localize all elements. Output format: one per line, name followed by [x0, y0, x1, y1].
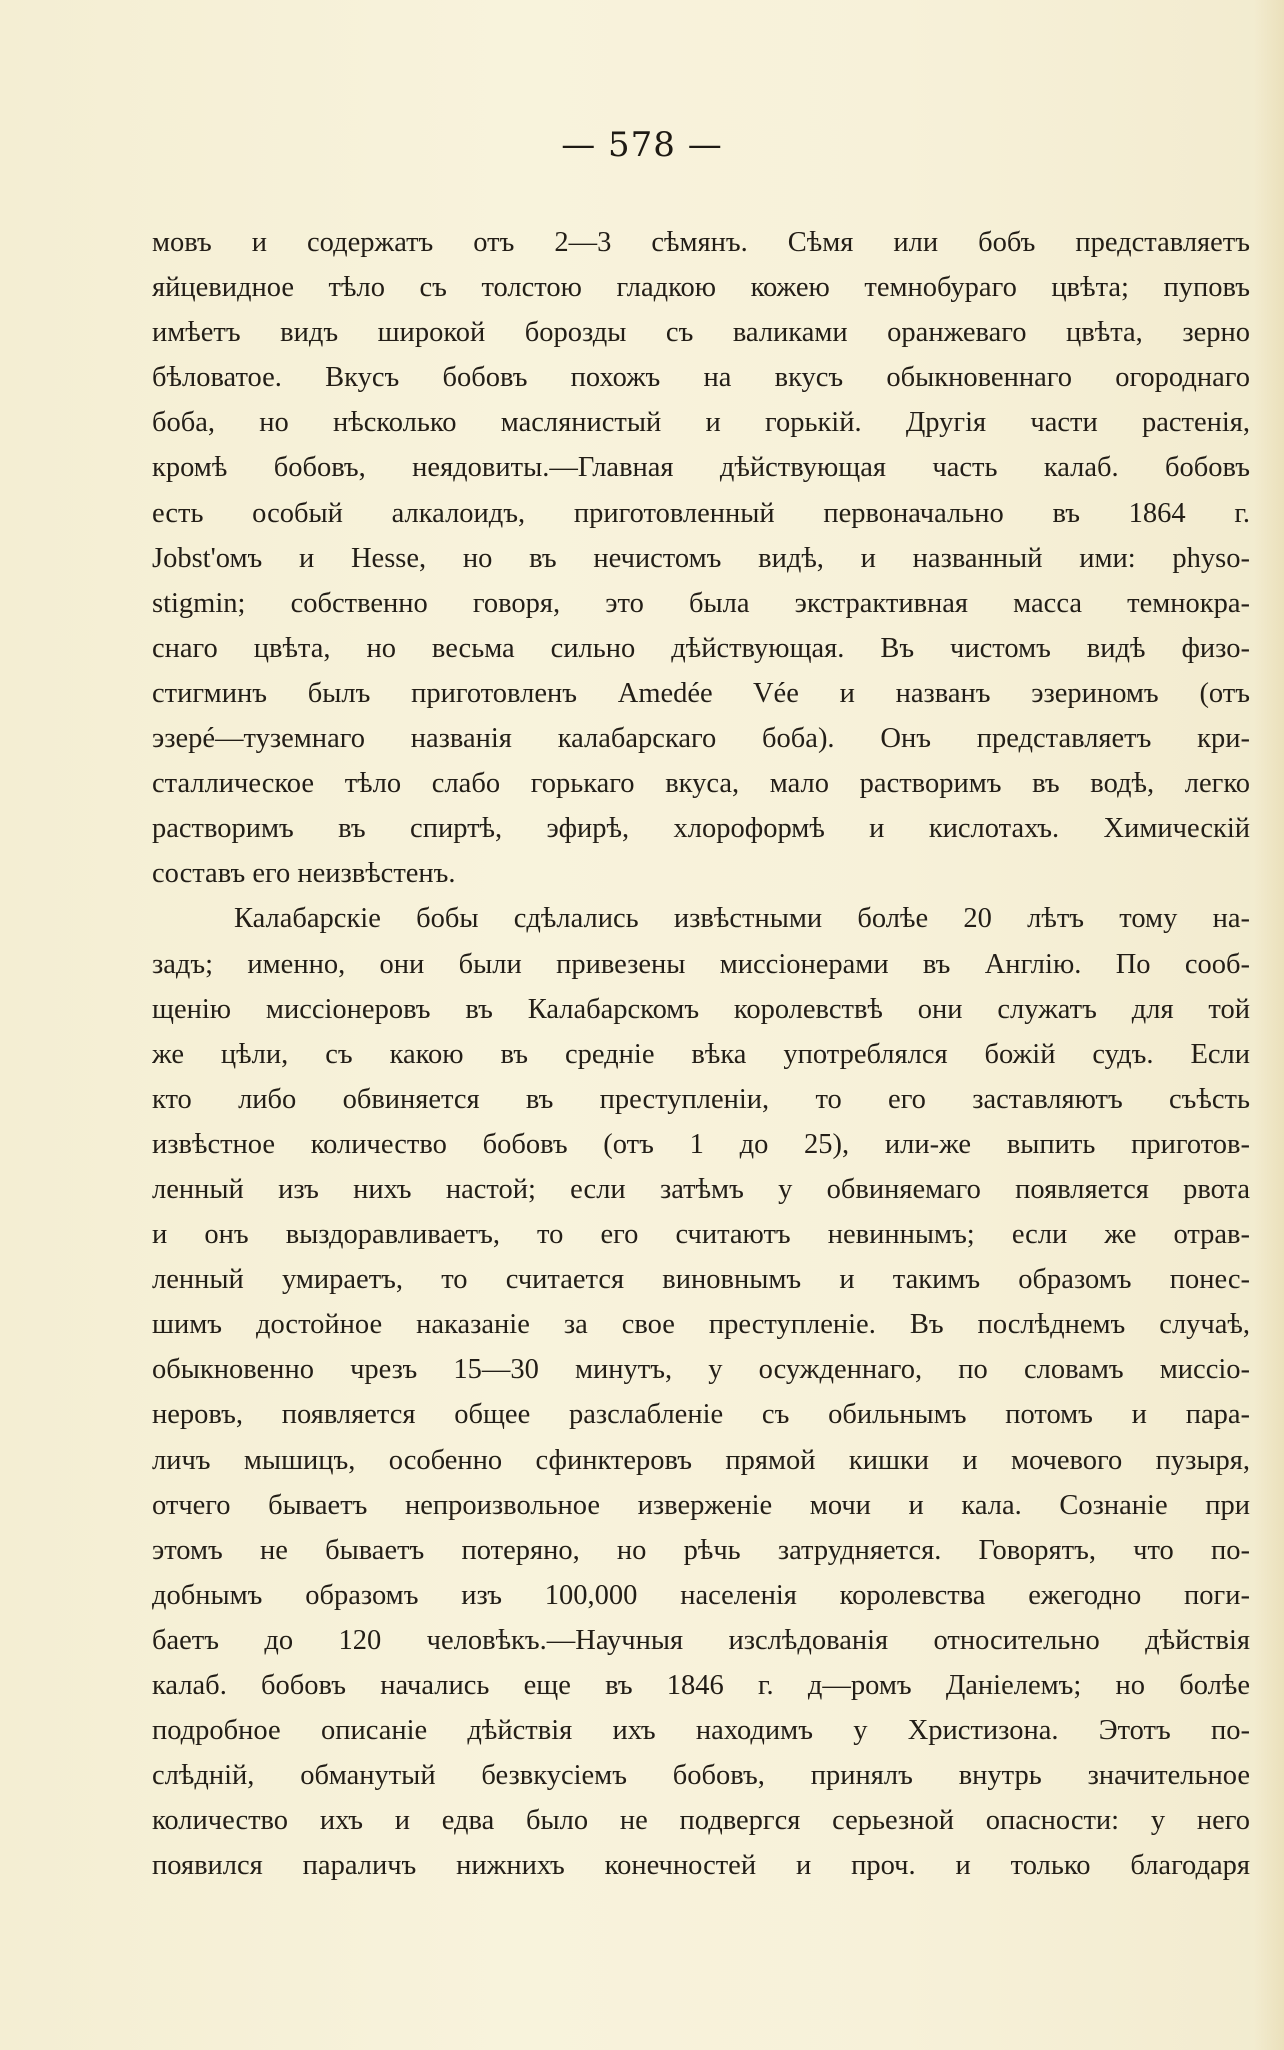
- paragraph-2: [152, 896, 1250, 1888]
- text-line: извѣстное количество бобовъ (отъ 1 до 25), или-же выпить приготов-: [152, 1128, 1250, 1160]
- text-line: отчего бываетъ непроизвольное изверженіе мочи и кала. Сознаніе при: [152, 1489, 1250, 1521]
- text-line: боба, но нѣсколько маслянистый и горькій. Другія части растенія,: [152, 407, 1250, 439]
- text-line: количество ихъ и едва было не подвергся серьезной опасности: у него: [152, 1805, 1250, 1837]
- text-line: же цѣли, съ какою въ средніе вѣка употреблялся божій судъ. Если: [152, 1038, 1250, 1070]
- text-line: личъ мышицъ, особенно сфинктеровъ прямой кишки и мочевого пузыря,: [152, 1444, 1250, 1476]
- text-line: появился параличъ нижнихъ конечностей и проч. и только благодаря: [152, 1850, 1250, 1882]
- text-line: щенію миссіонеровъ въ Калабарскомъ королевствѣ они служатъ для той: [152, 993, 1250, 1025]
- text-line: калаб. бобовъ начались еще въ 1846 г. д—ромъ Даніелемъ; но болѣе: [152, 1670, 1250, 1701]
- text-line: шимъ достойное наказаніе за свое преступленіе. Въ послѣднемъ случаѣ,: [152, 1309, 1250, 1341]
- text-line: задъ; именно, они были привезены миссіонерами въ Англію. По сооб-: [152, 948, 1250, 980]
- text-line: кто либо обвиняется въ преступленіи, то его заставляютъ съѣсть: [152, 1083, 1250, 1115]
- text-line: есть особый алкалоидъ, приготовленный первоначально въ 1864 г.: [152, 497, 1250, 529]
- text-line: stigmin; собственно говоря, это была экстрактивная масса темнокра-: [152, 587, 1250, 619]
- text-line: бѣловатое. Вкусъ бобовъ похожъ на вкусъ обыкновеннаго огороднаго: [152, 362, 1250, 394]
- text-line: стигминъ былъ приготовленъ Amedée Vée и названъ эзериномъ (отъ: [152, 677, 1250, 709]
- text-line: составъ его неизвѣстенъ.: [152, 858, 456, 890]
- text-line: обыкновенно чрезъ 15—30 минутъ, у осужденнаго, по словамъ миссіо-: [152, 1354, 1250, 1386]
- page-text: [152, 220, 1250, 1888]
- page-number: — 578 —: [561, 125, 723, 165]
- text-line: этомъ не бываетъ потеряно, но рѣчь затрудняется. Говорятъ, что по-: [152, 1534, 1250, 1566]
- text-line: мовъ и содержатъ отъ 2—3 сѣмянъ. Сѣмя или бобъ представляетъ: [152, 227, 1250, 258]
- text-line: и онъ выздоравливаетъ, то его считаютъ невиннымъ; если же отрав-: [152, 1219, 1250, 1251]
- text-line: добнымъ образомъ изъ 100,000 населенія королевства ежегодно поги-: [152, 1579, 1250, 1611]
- text-line: сталлическое тѣло слабо горькаго вкуса, мало растворимъ въ водѣ, легко: [152, 768, 1250, 800]
- text-line: Jobst'омъ и Hesse, но въ нечистомъ видѣ, и названный ими: physo-: [152, 542, 1250, 574]
- text-line: баетъ до 120 человѣкъ.—Научныя изслѣдованія относительно дѣйствія: [152, 1624, 1250, 1656]
- text-line: снаго цвѣта, но весьма сильно дѣйствующая. Въ чистомъ видѣ физо-: [152, 632, 1250, 664]
- text-line: ленный изъ нихъ настой; если затѣмъ у обвиняемаго появляется рвота: [152, 1173, 1250, 1205]
- text-line: слѣдній, обманутый безвкусіемъ бобовъ, принялъ внутрь значительное: [152, 1760, 1250, 1792]
- text-line: эзерé—туземнаго названія калабарскаго боба). Онъ представляетъ кри-: [152, 723, 1250, 755]
- text-line: неровъ, появляется общее разслабленіе съ обильнымъ потомъ и пара-: [152, 1399, 1250, 1431]
- text-line: Калабарскіе бобы сдѣлались извѣстными болѣе 20 лѣтъ тому на-: [234, 903, 1250, 935]
- text-line: кромѣ бобовъ, неядовиты.—Главная дѣйствующая часть калаб. бобовъ: [152, 452, 1250, 484]
- text-line: ленный умираетъ, то считается виновнымъ и такимъ образомъ понес-: [152, 1264, 1250, 1296]
- text-line: растворимъ въ спиртѣ, эфирѣ, хлороформѣ и кислотахъ. Химическій: [152, 813, 1250, 845]
- text-line: подробное описаніе дѣйствія ихъ находимъ у Христизона. Этотъ по-: [152, 1715, 1250, 1747]
- paragraph-1: [152, 220, 1250, 896]
- text-line: яйцевидное тѣло съ толстою гладкою кожею темнобураго цвѣта; пуповъ: [152, 272, 1250, 304]
- text-line: имѣетъ видъ широкой борозды съ валиками оранжеваго цвѣта, зерно: [152, 317, 1250, 349]
